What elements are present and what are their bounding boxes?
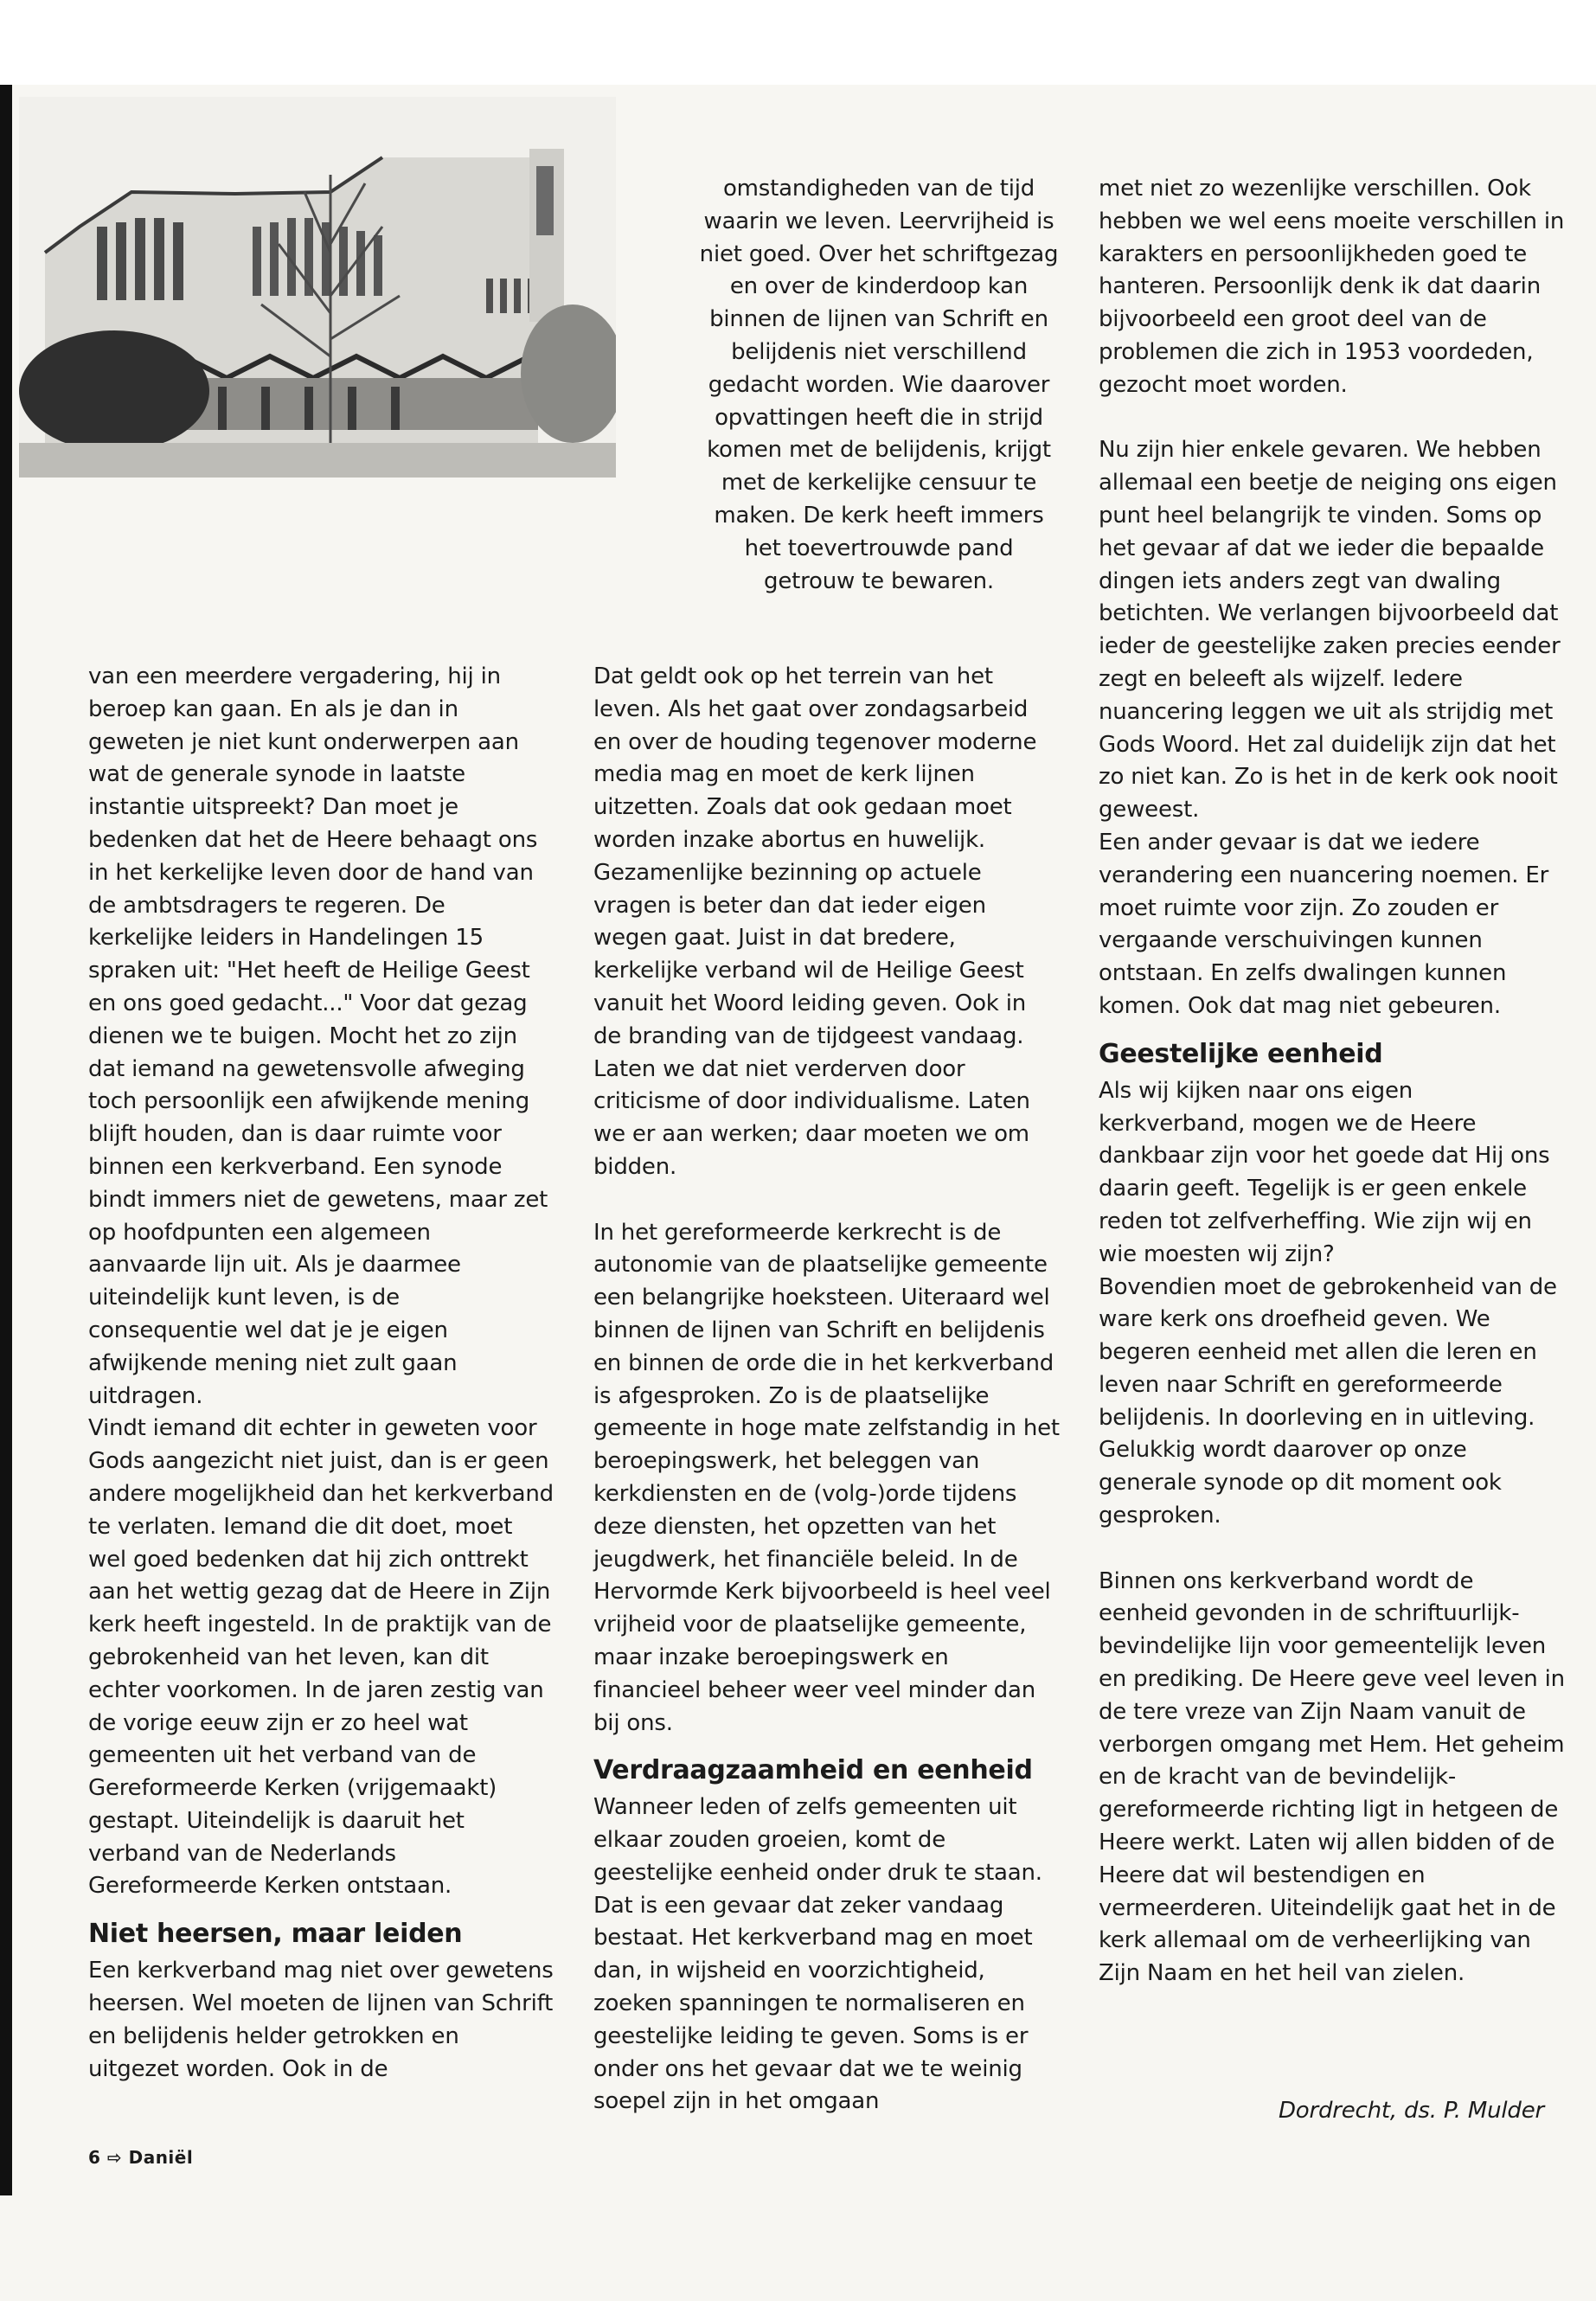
binding-edge bbox=[0, 85, 12, 2195]
paragraph: In het gereformeerde kerkrecht is de autonomie van de plaatselijke gemeente een belangrijke hoeksteen. Uiteraard wel binnen de lijnen van Schrift en belijdenis en binnen de orde die in het kerkverband is afgesproken. Zo is de plaatselijke gemeente in hoge mate zelfstandig in het beroepingswerk, het beleggen van kerkdiensten en de (volg-)orde tijdens deze diensten, het opzetten van het jeugdwerk, het financiële beleid. In de Hervormde Kerk bijvoorbeeld is heel veel vrijheid voor de plaatselijke gemeente, maar inzake beroepingswerk en financieel beheer weer veel minder dan bij ons. bbox=[593, 1219, 1060, 1736]
church-photo bbox=[19, 97, 616, 581]
paragraph: Vindt iemand dit echter in geweten voor Gods aangezicht niet juist, dan is er geen andere mogelijkheid dan het kerkverband te verlaten. Iemand die dit doet, moet wel goed bedenken dat hij zich onttrekt aan het wettig gezag dat de Heere in Zijn kerk heeft ingesteld. In de praktijk van de gebrokenheid van het leven, kan dit echter voorkomen. In de jaren zestig van de vorige eeuw zijn er zo heel wat gemeenten uit het verband van de Gereformeerde Kerken (vrijgemaakt) gestapt. Uiteindelijk is daaruit het verband van de Nederlands Gereformeerde Kerken ontstaan. bbox=[88, 1415, 554, 1900]
paragraph: Binnen ons kerkverband wordt de eenheid gevonden in de schriftuurlijk-bevindelijke lijn voor gemeentelijk leven en prediking. De Heere geve veel leven in de tere vreze van Zijn Naam vanuit de verborgen omgang met Hem. Het geheim en de kracht van de bevindelijk-gereformeerde richting ligt in hetgeen de Heere werkt. Laten wij allen bidden of de Heere dat wil bestendigen en vermeerderen. Uiteindelijk gaat het in de kerk allemaal om de verheerlijking van Zijn Naam en het heil van zielen. bbox=[1099, 1567, 1565, 1987]
paragraph: met niet zo wezenlijke verschillen. Ook hebben we wel eens moeite verschillen in karakters en persoonlijkheden goed te hanteren. Persoonlijk denk ik dat daarin bijvoorbeeld een groot deel van de problemen die zich in 1953 voordeden, gezocht moet worden. bbox=[1099, 176, 1565, 398]
paragraph: omstandigheden van de tijd waarin we leven. Leervrijheid is niet goed. Over het schriftgezag en over de kinderdoop kan binnen de lijnen van Schrift en belijdenis niet verschillend gedacht worden. Wie daarover opvattingen heeft die in strijd komen met de belijdenis, krijgt met de kerkelijke censuur te maken. De kerk heeft immers het toevertrouwde pand getrouw te bewaren. bbox=[699, 176, 1059, 594]
paragraph: Wanneer leden of zelfs gemeenten uit elkaar zouden groeien, komt de geestelijke eenheid onder druk te staan. Dat is een gevaar dat zeker vandaag bestaat. Het kerkverband mag en moet dan, in wijsheid en voorzichtigheid, zoeken spanningen te normaliseren en geestelijke leiding te geven. Soms is er onder ons het gevaar dat we te weinig soepel zijn in het omgaan bbox=[593, 1794, 1042, 2115]
author-signature: Dordrecht, ds. P. Mulder bbox=[1278, 2098, 1544, 2124]
section-heading: Niet heersen, maar leiden bbox=[88, 1919, 463, 1950]
top-margin bbox=[0, 0, 1596, 85]
column-2-top bbox=[697, 173, 1061, 598]
paragraph: Een ander gevaar is dat we iedere verandering een nuancering noemen. Er moet ruimte voor zijn. Zo zouden er vergaande verschuivingen kunnen ontstaan. En zelfs dwalingen kunnen komen. Ook dat mag niet gebeuren. bbox=[1099, 829, 1549, 1019]
column-2 bbox=[593, 661, 1061, 2118]
paragraph: Nu zijn hier enkele gevaren. We hebben allemaal een beetje de neiging ons eigen punt heel belangrijk te vinden. Soms op het gevaar af dat we ieder die bepaalde dingen iets anders zegt van dwaling betichten. We verlangen bijvoorbeeld dat ieder de geestelijke zaken precies eender zegt en beleeft als wijzelf. Iedere nuancering leggen we uit als strijdig met Gods Woord. Het zal duidelijk zijn dat het zo niet kan. Zo is het in de kerk ook nooit geweest. bbox=[1099, 437, 1561, 824]
section-heading: Geestelijke eenheid bbox=[1099, 1038, 1383, 1069]
paragraph: Dat geldt ook op het terrein van het leven. Als het gaat over zondagsarbeid en over de houding tegenover moderne media mag en moet de kerk lijnen uitzetten. Zoals dat ook gedaan moet worden inzake abortus en huwelijk. Gezamenlijke bezinning op actuele vragen is beter dan dat ieder eigen wegen gaat. Juist in dat bredere, kerkelijke verband wil de Heilige Geest vanuit het Woord leiding geven. Ook in de branding van de tijdgeest vandaag. Laten we dat niet verderven door criticisme of door individualisme. Laten we er aan werken; daar moeten we om bidden. bbox=[593, 663, 1037, 1180]
column-1 bbox=[88, 661, 555, 2086]
paragraph: van een meerdere vergadering, hij in beroep kan gaan. En als je dan in geweten je niet kunt onderwerpen aan wat de generale synode in laatste instantie uitspreekt? Dan moet je bedenken dat het de Heere behaagt ons in het kerkelijke leven door de hand van de ambtsdragers te regeren. De kerkelijke leiders in Handelingen 15 spraken uit: "Het heeft de Heilige Geest en ons goed gedacht..." Voor dat gezag dienen we te buigen. Mocht het zo zijn dat iemand na gewetensvolle afweging toch persoonlijk een afwijkende mening blijft houden, dan is daar ruimte voor binnen een kerkverband. Een synode bindt immers niet de gewetens, maar zet op hoofdpunten een algemeen aanvaarde lijn uit. Als je daarmee uiteindelijk kunt leven, is de consequentie wel dat je je eigen afwijkende mening niet zult gaan uitdragen. bbox=[88, 663, 548, 1409]
column-3 bbox=[1099, 173, 1566, 1990]
paragraph: Bovendien moet de gebrokenheid van de ware kerk ons droefheid geven. We begeren eenheid met allen die leren en leven naar Schrift en gereformeerde belijdenis. In doorleving en in uitleving. Gelukkig wordt daarover op onze generale synode op dit moment ook gesproken. bbox=[1099, 1273, 1557, 1529]
paragraph: Een kerkverband mag niet over gewetens heersen. Wel moeten de lijnen van Schrift en belijdenis helder getrokken en uitgezet worden. Ook in de bbox=[88, 1958, 554, 2082]
paragraph: Als wij kijken naar ons eigen kerkverband, mogen we de Heere dankbaar zijn voor het goede dat Hij ons daarin geeft. Tegelijk is er geen enkele reden tot zelfverheffing. Wie zijn wij en wie moesten wij zijn? bbox=[1099, 1077, 1550, 1267]
section-heading: Verdraagzaamheid en eenheid bbox=[593, 1755, 1033, 1786]
page-footer: 6 ⇨ Daniël bbox=[88, 2147, 194, 2168]
